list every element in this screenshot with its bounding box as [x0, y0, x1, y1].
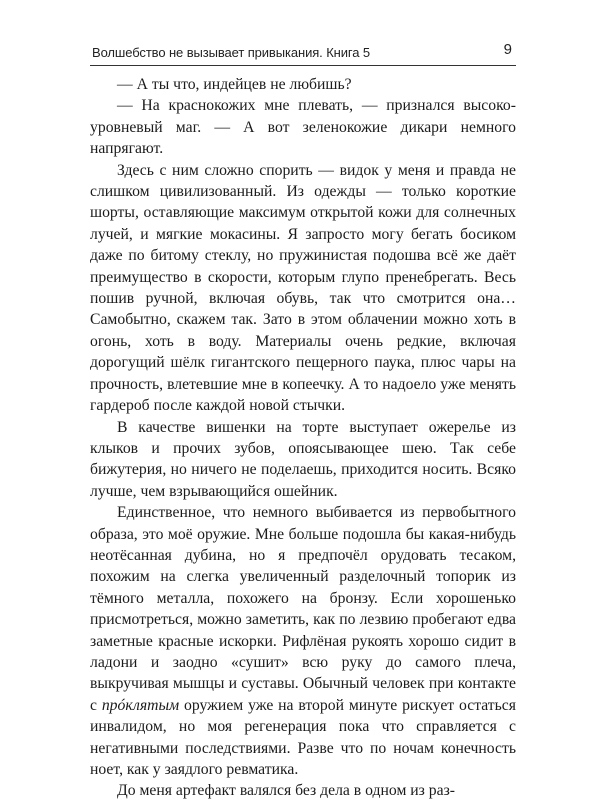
page-number: 9	[503, 41, 512, 58]
italic-word-cursed: прóклятым	[101, 696, 180, 714]
running-title: Волшебство не вызывает привыкания. Книга 5	[92, 45, 371, 60]
dialogue-line-2: — На краснокожих мне плевать, — признался высокоуровневый маг. — А вот зеленокожие дикари немного напрягают.	[90, 97, 516, 158]
paragraph-artifact: До меня артефакт валялся без дела в одном из раз-	[117, 782, 456, 800]
dialogue-line-1: — А ты что, индейцев не любишь?	[117, 76, 352, 93]
page-text	[90, 74, 516, 802]
weapon-text-end: оружием уже на второй минуте рискует остаться инвалидом, но моя регенерация пока что справляется с негативными последствиями. Разве что по ночам конечность ноет, как у заядлого ревматика.	[90, 696, 516, 778]
page-header	[90, 41, 516, 66]
paragraph-weapon	[90, 502, 516, 780]
paragraph-necklace: В качестве вишенки на торте выступает ожерелье из клыков и прочих зубов, опоясывающее шею. Так себе бижутерия, но ничего не поделаешь, приходится носить. Всяко лучше, чем взрывающийся ошейник.	[90, 418, 516, 500]
paragraph-clothing: Здесь с ним сложно спорить — видок у меня и правда не слишком цивилизованный. Из одежды — только короткие шорты, оставляющие максимум открытой кожи для солнечных лучей, и мягкие мокасины. Я запросто могу бегать босиком даже по битому стеклу, но пружинистая подошва всё же даёт преимущество в скорости, которым глупо пренебрегать. Весь пошив ручной, включая обувь, так что смотрится она… Самобытно, скажем так. Зато в этом облачении можно хоть в огонь, хоть в воду. Материалы очень редкие, включая дорогущий шёлк гигантского пещерного паука, плюс чары на прочность, влетевшие мне в копеечку. А то надоело уже менять гардероб после каждой новой стычки.	[90, 161, 516, 415]
weapon-text-start: Единственное, что немного выбивается из первобытного образа, это моё оружие. Мне больше подошла бы какая-нибудь неотёсанная дубина, но я предпочёл орудовать тесаком, похожим на слегка увеличенный разделочный топорик из тёмного металла, похожего на бронзу. Если хорошенько присмотреться, можно заметить, как по лезвию пробегают едва заметные красные искорки. Рифлёная рукоять хорошо сидит в ладони и заодно «сушит» всю руку до самого плеча, выкручивая мышцы и суставы. Обычный человек при контакте с	[90, 504, 516, 714]
